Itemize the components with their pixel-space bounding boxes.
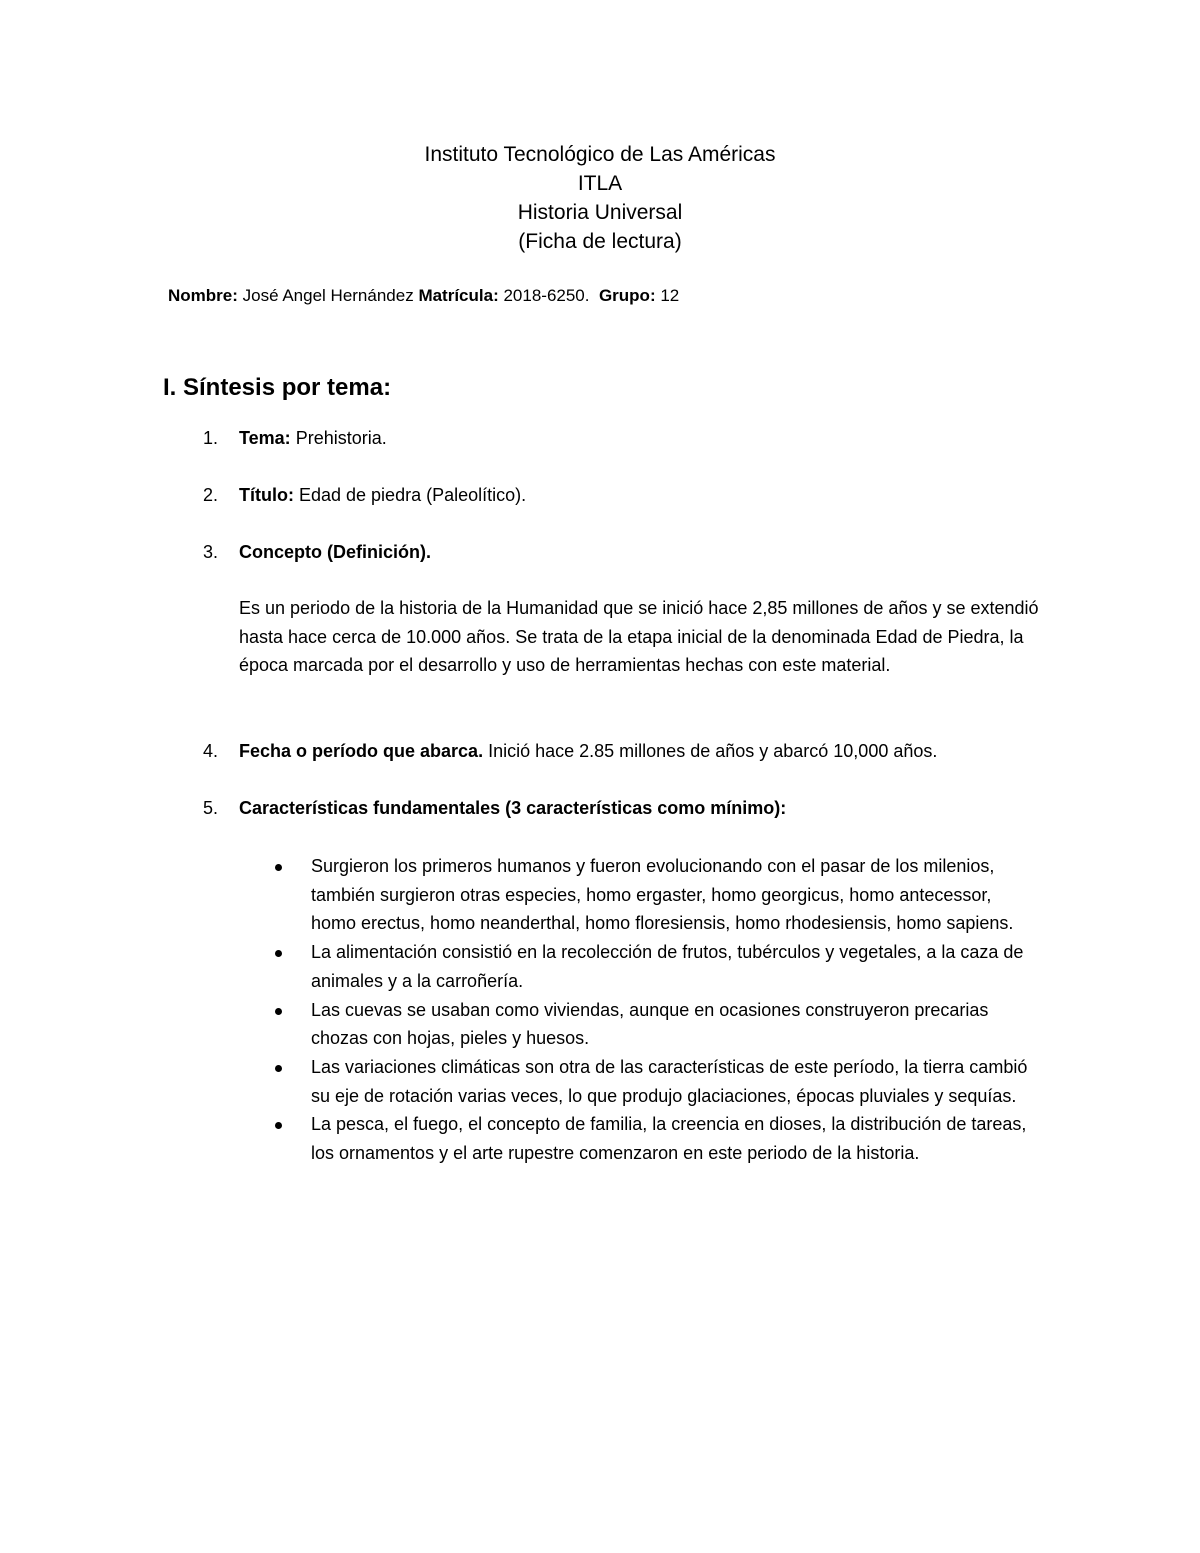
list-item — [239, 1110, 1029, 1167]
bullet-text: La pesca, el fuego, el concepto de familia, la creencia en dioses, la distribución de tareas, los ornamentos y el arte rupestre comenzaron en este periodo de la historia. — [311, 1114, 1027, 1164]
item-number: 5. — [203, 798, 219, 818]
bullet-icon — [275, 1008, 282, 1015]
characteristics-list — [239, 852, 1029, 1168]
id-label: Matrícula: — [418, 286, 499, 305]
bullet-text: Surgieron los primeros humanos y fueron evolucionando con el pasar de los milenios, también surgieron otras especies, homo ergaster, homo georgicus, homo antecessor, homo erectus, homo neanderthal, homo floresiensis, homo rhodesiensis, homo sapiens. — [311, 856, 1014, 934]
list-item — [239, 1053, 1029, 1110]
student-info — [168, 286, 679, 306]
bullet-icon — [275, 1122, 282, 1129]
item-label: Fecha o período que abarca. — [239, 741, 484, 761]
item-text: Edad de piedra (Paleolítico). — [293, 485, 527, 505]
bullet-text: La alimentación consistió en la recolección de frutos, tubérculos y vegetales, a la caza de animales y a la carroñería. — [311, 942, 1024, 991]
list-item — [239, 852, 1029, 938]
document-header — [0, 140, 1200, 256]
list-item — [239, 996, 1029, 1053]
item-text: Prehistoria. — [290, 428, 387, 448]
bullet-text: Las cuevas se usaban como viviendas, aunque en ocasiones construyeron precarias chozas con hojas, pieles y huesos. — [311, 999, 989, 1049]
institution-acronym: ITLA — [577, 172, 623, 195]
item-number: 1. — [203, 428, 219, 448]
item-label: Título: — [239, 485, 294, 505]
group-value: 12 — [660, 286, 680, 305]
concept-paragraph: Es un periodo de la historia de la Humanidad que se inició hace 2,85 millones de años y se extendió hasta hace cerca de 10.000 años. Se trata de la etapa inicial de la denominada Edad de Piedra, la época marcada por el desarrollo y uso de herramientas hechas con este material. — [239, 598, 1039, 676]
bullet-icon — [275, 1065, 282, 1072]
item-label: Características fundamentales (3 características como mínimo): — [239, 798, 787, 818]
name-label: Nombre: — [168, 286, 238, 305]
item-number: 2. — [203, 485, 219, 505]
group-label: Grupo: — [598, 286, 656, 305]
list-item — [239, 938, 1029, 995]
item-label: Concepto (Definición). — [239, 542, 431, 562]
subject-name: Historia Universal — [517, 201, 683, 224]
id-value: 2018-6250. — [503, 286, 590, 305]
bullet-icon — [275, 950, 282, 957]
item-label: Tema: — [239, 428, 291, 448]
item-number: 3. — [203, 542, 219, 562]
bullet-icon — [275, 864, 282, 871]
bullet-text: Las variaciones climáticas son otra de las características de este período, la tierra cambió su eje de rotación varias veces, lo que produjo glaciaciones, épocas pluviales y sequías. — [311, 1056, 1028, 1106]
document-type: (Ficha de lectura) — [518, 230, 682, 253]
institution-name: Instituto Tecnológico de Las Américas — [424, 143, 776, 166]
item-number: 4. — [203, 741, 219, 761]
section-title: I. Síntesis por tema: — [163, 374, 392, 401]
item-text: Inició hace 2.85 millones de años y abarcó 10,000 años. — [483, 741, 938, 761]
name-value: José Angel Hernández — [242, 286, 414, 305]
